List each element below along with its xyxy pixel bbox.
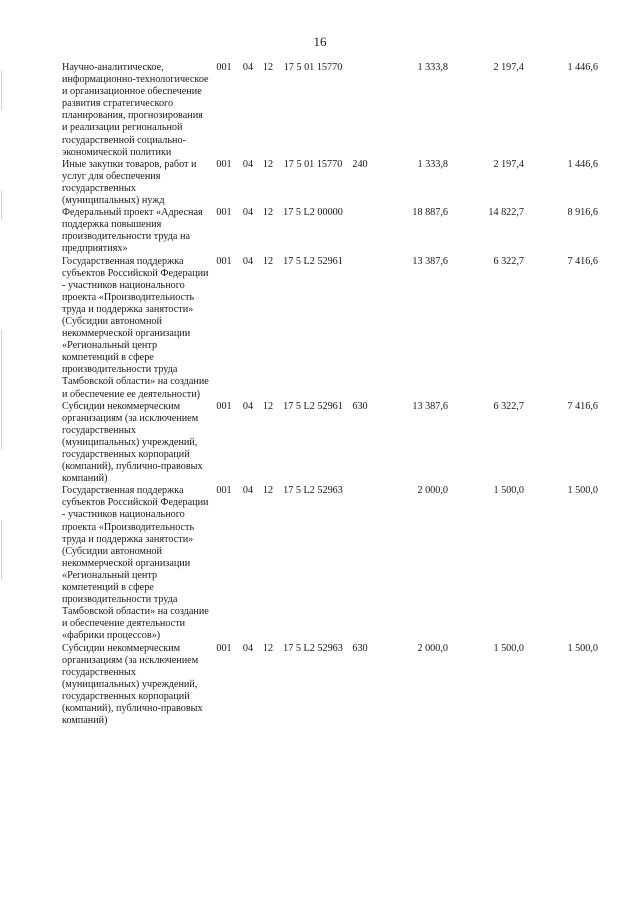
table-row: [62, 401, 598, 486]
row-ved-code: 001: [216, 207, 232, 219]
row-expense-type: 630: [352, 642, 368, 654]
row-section-code: 04: [242, 485, 254, 497]
row-target-article: 17 5 01 15770: [283, 62, 343, 73]
row-expense-type: [348, 256, 372, 401]
row-target-article: 17 5 L2 52963: [283, 642, 343, 654]
row-section-code: 04: [242, 642, 254, 654]
row-amount-2: 2 197,4: [493, 158, 524, 170]
row-name: Иные закупки товаров, работ и услуг для обеспечения государственных (муниципальных) нужд: [62, 158, 197, 207]
row-subsection-code: 12: [262, 255, 274, 267]
row-amount-3: 1 446,6: [567, 62, 598, 73]
row-expense-type: 240: [352, 158, 368, 170]
row-expense-type: 630: [352, 400, 368, 412]
table-row: [62, 256, 598, 401]
row-subsection-code: 12: [262, 642, 274, 654]
row-amount-1: 1 333,8: [417, 62, 448, 73]
row-amount-3: 8 916,6: [567, 207, 598, 219]
row-section-code: 04: [242, 158, 254, 170]
row-target-article: 17 5 L2 00000: [283, 207, 343, 219]
row-ved-code: 001: [216, 62, 232, 73]
row-target-article: 17 5 01 15770: [283, 158, 343, 170]
row-amount-2: 1 500,0: [493, 485, 524, 497]
table-row: [62, 159, 598, 207]
row-section-code: 04: [242, 255, 254, 267]
row-amount-1: 2 000,0: [417, 485, 448, 497]
row-amount-3: 7 416,6: [567, 400, 598, 412]
row-name: Субсидии некоммерческим организациям (за исключением государственных (муниципальных) учреждений, государственных корпораций (компаний), публично-правовых компаний): [62, 400, 203, 485]
row-target-article: 17 5 L2 52963: [283, 485, 343, 497]
row-ved-code: 001: [216, 642, 232, 654]
row-name: Субсидии некоммерческим организациям (за исключением государственных (муниципальных) учреждений, государственных корпораций (компаний), публично-правовых компаний): [62, 642, 203, 727]
row-section-code: 04: [242, 62, 254, 73]
row-section-code: 04: [242, 207, 254, 219]
row-name: Государственная поддержка субъектов Российской Федерации - участников национального проекта «Производительность труда и поддержка занятости» (Субсидии автономной некоммерческой организации «Региональный центр компетенций в сфере производительности труда Тамбовской области» на создание и обеспечение ее деятельности): [62, 255, 209, 400]
row-amount-2: 14 822,7: [488, 207, 524, 219]
row-amount-2: 1 500,0: [493, 642, 524, 654]
row-subsection-code: 12: [262, 207, 274, 219]
table-row: [62, 485, 598, 642]
row-expense-type: [348, 62, 372, 159]
row-amount-3: 7 416,6: [567, 255, 598, 267]
row-name: Научно-аналитическое, информационно-технологическое и организационное обеспечение развития стратегического планирования, прогнозирования и реализации региональной государственной социально-экономической политики: [62, 62, 209, 158]
row-amount-3: 1 446,6: [567, 158, 598, 170]
row-ved-code: 001: [216, 158, 232, 170]
row-subsection-code: 12: [262, 62, 274, 73]
table-row: [62, 643, 598, 728]
row-amount-2: 6 322,7: [493, 400, 524, 412]
row-amount-2: 2 197,4: [493, 62, 524, 73]
row-name: Государственная поддержка субъектов Российской Федерации - участников национального проекта «Производительность труда и поддержка занятости» (Субсидии автономной некоммерческой организации «Региональный центр компетенций в сфере производительности труда Тамбовской области» на создание и обеспечение деятельности «фабрики процессов»): [62, 485, 209, 642]
row-subsection-code: 12: [262, 485, 274, 497]
row-amount-2: 6 322,7: [493, 255, 524, 267]
row-target-article: 17 5 L2 52961: [283, 400, 343, 412]
table-body: [62, 62, 598, 727]
row-ved-code: 001: [216, 400, 232, 412]
row-expense-type: [348, 485, 372, 642]
row-amount-1: 18 887,6: [412, 207, 448, 219]
row-amount-3: 1 500,0: [567, 485, 598, 497]
row-amount-1: 13 387,6: [412, 255, 448, 267]
row-expense-type: [348, 207, 372, 255]
scan-edge-artifact: [0, 0, 4, 905]
row-amount-1: 1 333,8: [417, 158, 448, 170]
table-row: [62, 207, 598, 255]
row-ved-code: 001: [216, 485, 232, 497]
row-section-code: 04: [242, 400, 254, 412]
budget-table: [62, 62, 598, 727]
row-target-article: 17 5 L2 52961: [283, 255, 343, 267]
table-row: [62, 62, 598, 159]
row-ved-code: 001: [216, 255, 232, 267]
row-amount-1: 13 387,6: [412, 400, 448, 412]
row-subsection-code: 12: [262, 158, 274, 170]
row-amount-3: 1 500,0: [567, 642, 598, 654]
row-name: Федеральный проект «Адресная поддержка повышения производительности труда на предприятиях»: [62, 207, 203, 255]
row-amount-1: 2 000,0: [417, 642, 448, 654]
page-number: 16: [313, 34, 327, 49]
row-subsection-code: 12: [262, 400, 274, 412]
